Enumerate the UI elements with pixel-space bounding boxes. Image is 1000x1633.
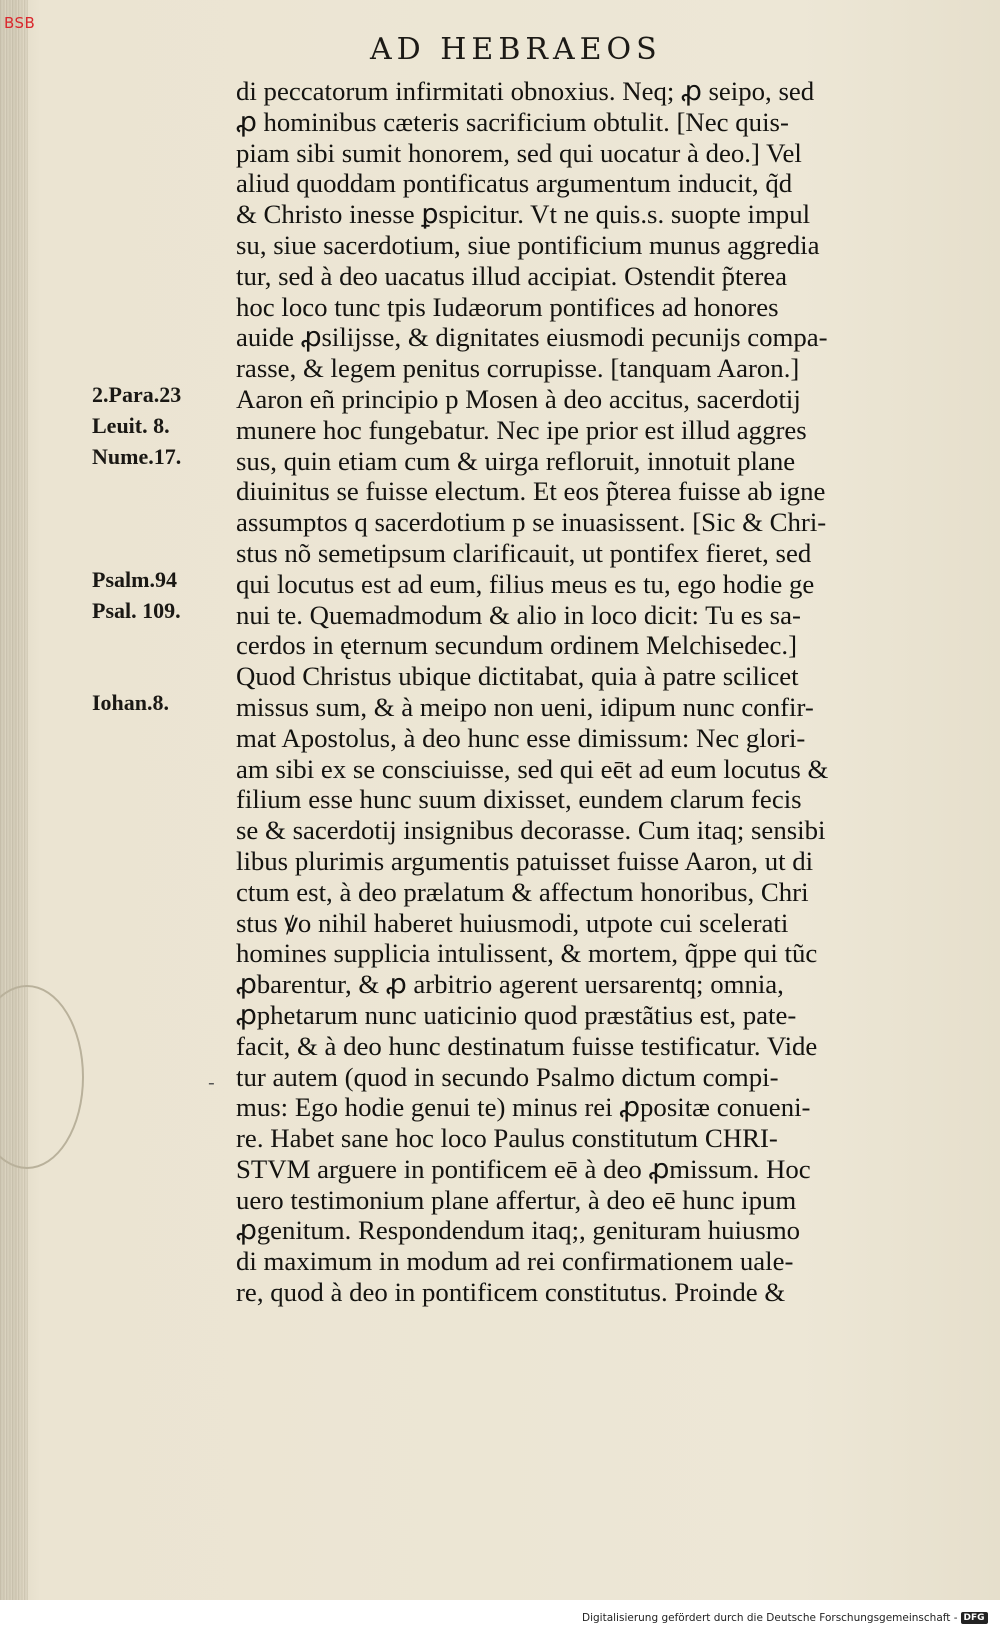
text-line: uero testimonium plane affertur, à deo eē hunc ipum <box>236 1184 797 1215</box>
text-line: piam sibi sumit honorem, sed qui uocatur à deo.] Vel <box>236 137 802 168</box>
text-line: diuinitus se fuisse electum. Et eos p̃terea fuisse ab igne <box>236 476 826 507</box>
text-line: stus ꝟo nihil haberet huiusmodi, utpote cui scelerati <box>236 907 789 938</box>
text-line: su, siue sacerdotium, siue pontificium munus aggredia <box>236 229 820 260</box>
text-line: ꝓphetarum nunc uaticinio quod præstãtius est, pate- <box>236 999 797 1030</box>
text-line: hoc loco tunc tpis Iudæorum pontifices ad honores <box>236 291 779 322</box>
text-line: Quod Christus ubique dictitabat, quia à patre scilicet <box>236 661 799 692</box>
text-line: nui te. Quemadmodum & alio in loco dicit: Tu es sa- <box>236 599 801 630</box>
text-line: qui locutus est ad eum, filius meus es tu, ego hodie ge <box>236 568 815 599</box>
margin-note: Leuit. 8. <box>92 412 170 438</box>
text-line: re. Habet sane hoc loco Paulus constitutum CHRI- <box>236 1123 778 1154</box>
text-line: ꝓ hominibus cæteris sacrificium obtulit. [Nec quis- <box>236 106 789 137</box>
text-line: STVM arguere in pontificem eē à deo ꝓmissum. Hoc <box>236 1153 811 1184</box>
text-line: ctum est, à deo prælatum & affectum honoribus, Chri <box>236 876 809 907</box>
text-line: se & sacerdotij insignibus decorasse. Cum itaq; sensibi <box>236 815 826 846</box>
margin-note: Iohan.8. <box>92 690 170 715</box>
footer-text: Digitalisierung gefördert durch die Deutsche Forschungsgemeinschaft - <box>582 1612 958 1624</box>
footer <box>582 1612 988 1624</box>
text-line: tur, sed à deo uacatus illud accipiat. Ostendit p̃terea <box>236 260 788 291</box>
text-line: munere hoc fungebatur. Nec ipe prior est illud aggres <box>236 414 807 445</box>
library-mark: BSB <box>4 14 36 32</box>
text-line: auide ꝓsilijsse, & dignitates eiusmodi pecunijs compa- <box>236 322 828 353</box>
text-line: stus nõ semetipsum clarificauit, ut pontifex fieret, sed <box>236 537 812 568</box>
text-line: assumptos q sacerdotium p se inuasissent. [Sic & Chri- <box>236 507 827 538</box>
text-line: cerdos in ęternum secundum ordinem Melchisedec.] <box>236 630 798 661</box>
text-line: ꝓgenitum. Respondendum itaq;, genituram huiusmo <box>236 1215 801 1246</box>
margin-note: Psal. 109. <box>92 597 181 623</box>
body-text <box>236 76 936 1308</box>
running-head: AD HEBRAEOS <box>370 32 662 67</box>
text-line: mat Apostolus, à deo hunc esse dimissum: Nec glori- <box>236 722 806 753</box>
text-line: tur autem (quod in secundo Psalmo dictum compi- <box>236 1061 779 1092</box>
margin-note: 2.Para.23 <box>92 382 182 407</box>
text-line: aliud quoddam pontificatus argumentum inducit, q̃d <box>236 168 793 199</box>
text-line: rasse, & legem penitus corrupisse. [tanquam Aaron.] <box>236 353 800 384</box>
text-line: filium esse hunc suum dixisset, eundem clarum fecis <box>236 784 802 815</box>
text-line: mus: Ego hodie genui te) minus rei ꝓpositæ conueni- <box>236 1092 811 1123</box>
text-line: Aaron eñ principio p Mosen à deo accitus, sacerdotij <box>236 383 801 414</box>
page-clip-shadow <box>0 985 84 1169</box>
margin-note: Nume.17. <box>92 443 182 469</box>
text-line: missus sum, & à meipo non ueni, idipum nunc confir- <box>236 691 814 722</box>
text-line: sus, quin etiam cum & uirga refloruit, innotuit plane <box>236 445 796 476</box>
dfg-logo: DFG <box>961 1612 988 1624</box>
text-line: re, quod à deo in pontificem constitutus. Proinde & <box>236 1277 786 1308</box>
margin-note: Psalm.94 <box>92 566 177 592</box>
text-line: libus plurimis argumentis patuisset fuisse Aaron, ut di <box>236 845 814 876</box>
page-gutter <box>0 0 28 1600</box>
text-line: am sibi ex se consciuisse, sed qui eēt ad eum locutus & <box>236 753 829 784</box>
text-line: homines supplicia intulissent, & mortem, q̃ppe qui tũc <box>236 938 818 969</box>
text-line: ꝓbarentur, & ꝓ arbitrio agerent uersarentq; omnia, <box>236 969 784 1000</box>
margin-dash: - <box>208 1070 215 1094</box>
text-line: di peccatorum infirmitati obnoxius. Neq; ꝓ seipo, sed <box>236 76 815 106</box>
text-line: di maximum in modum ad rei confirmationem uale- <box>236 1246 794 1277</box>
text-line: & Christo inesse ꝑspicitur. Vt ne quis.s. suopte impul <box>236 199 811 230</box>
text-line: facit, & à deo hunc destinatum fuisse testificatur. Vide <box>236 1030 818 1061</box>
